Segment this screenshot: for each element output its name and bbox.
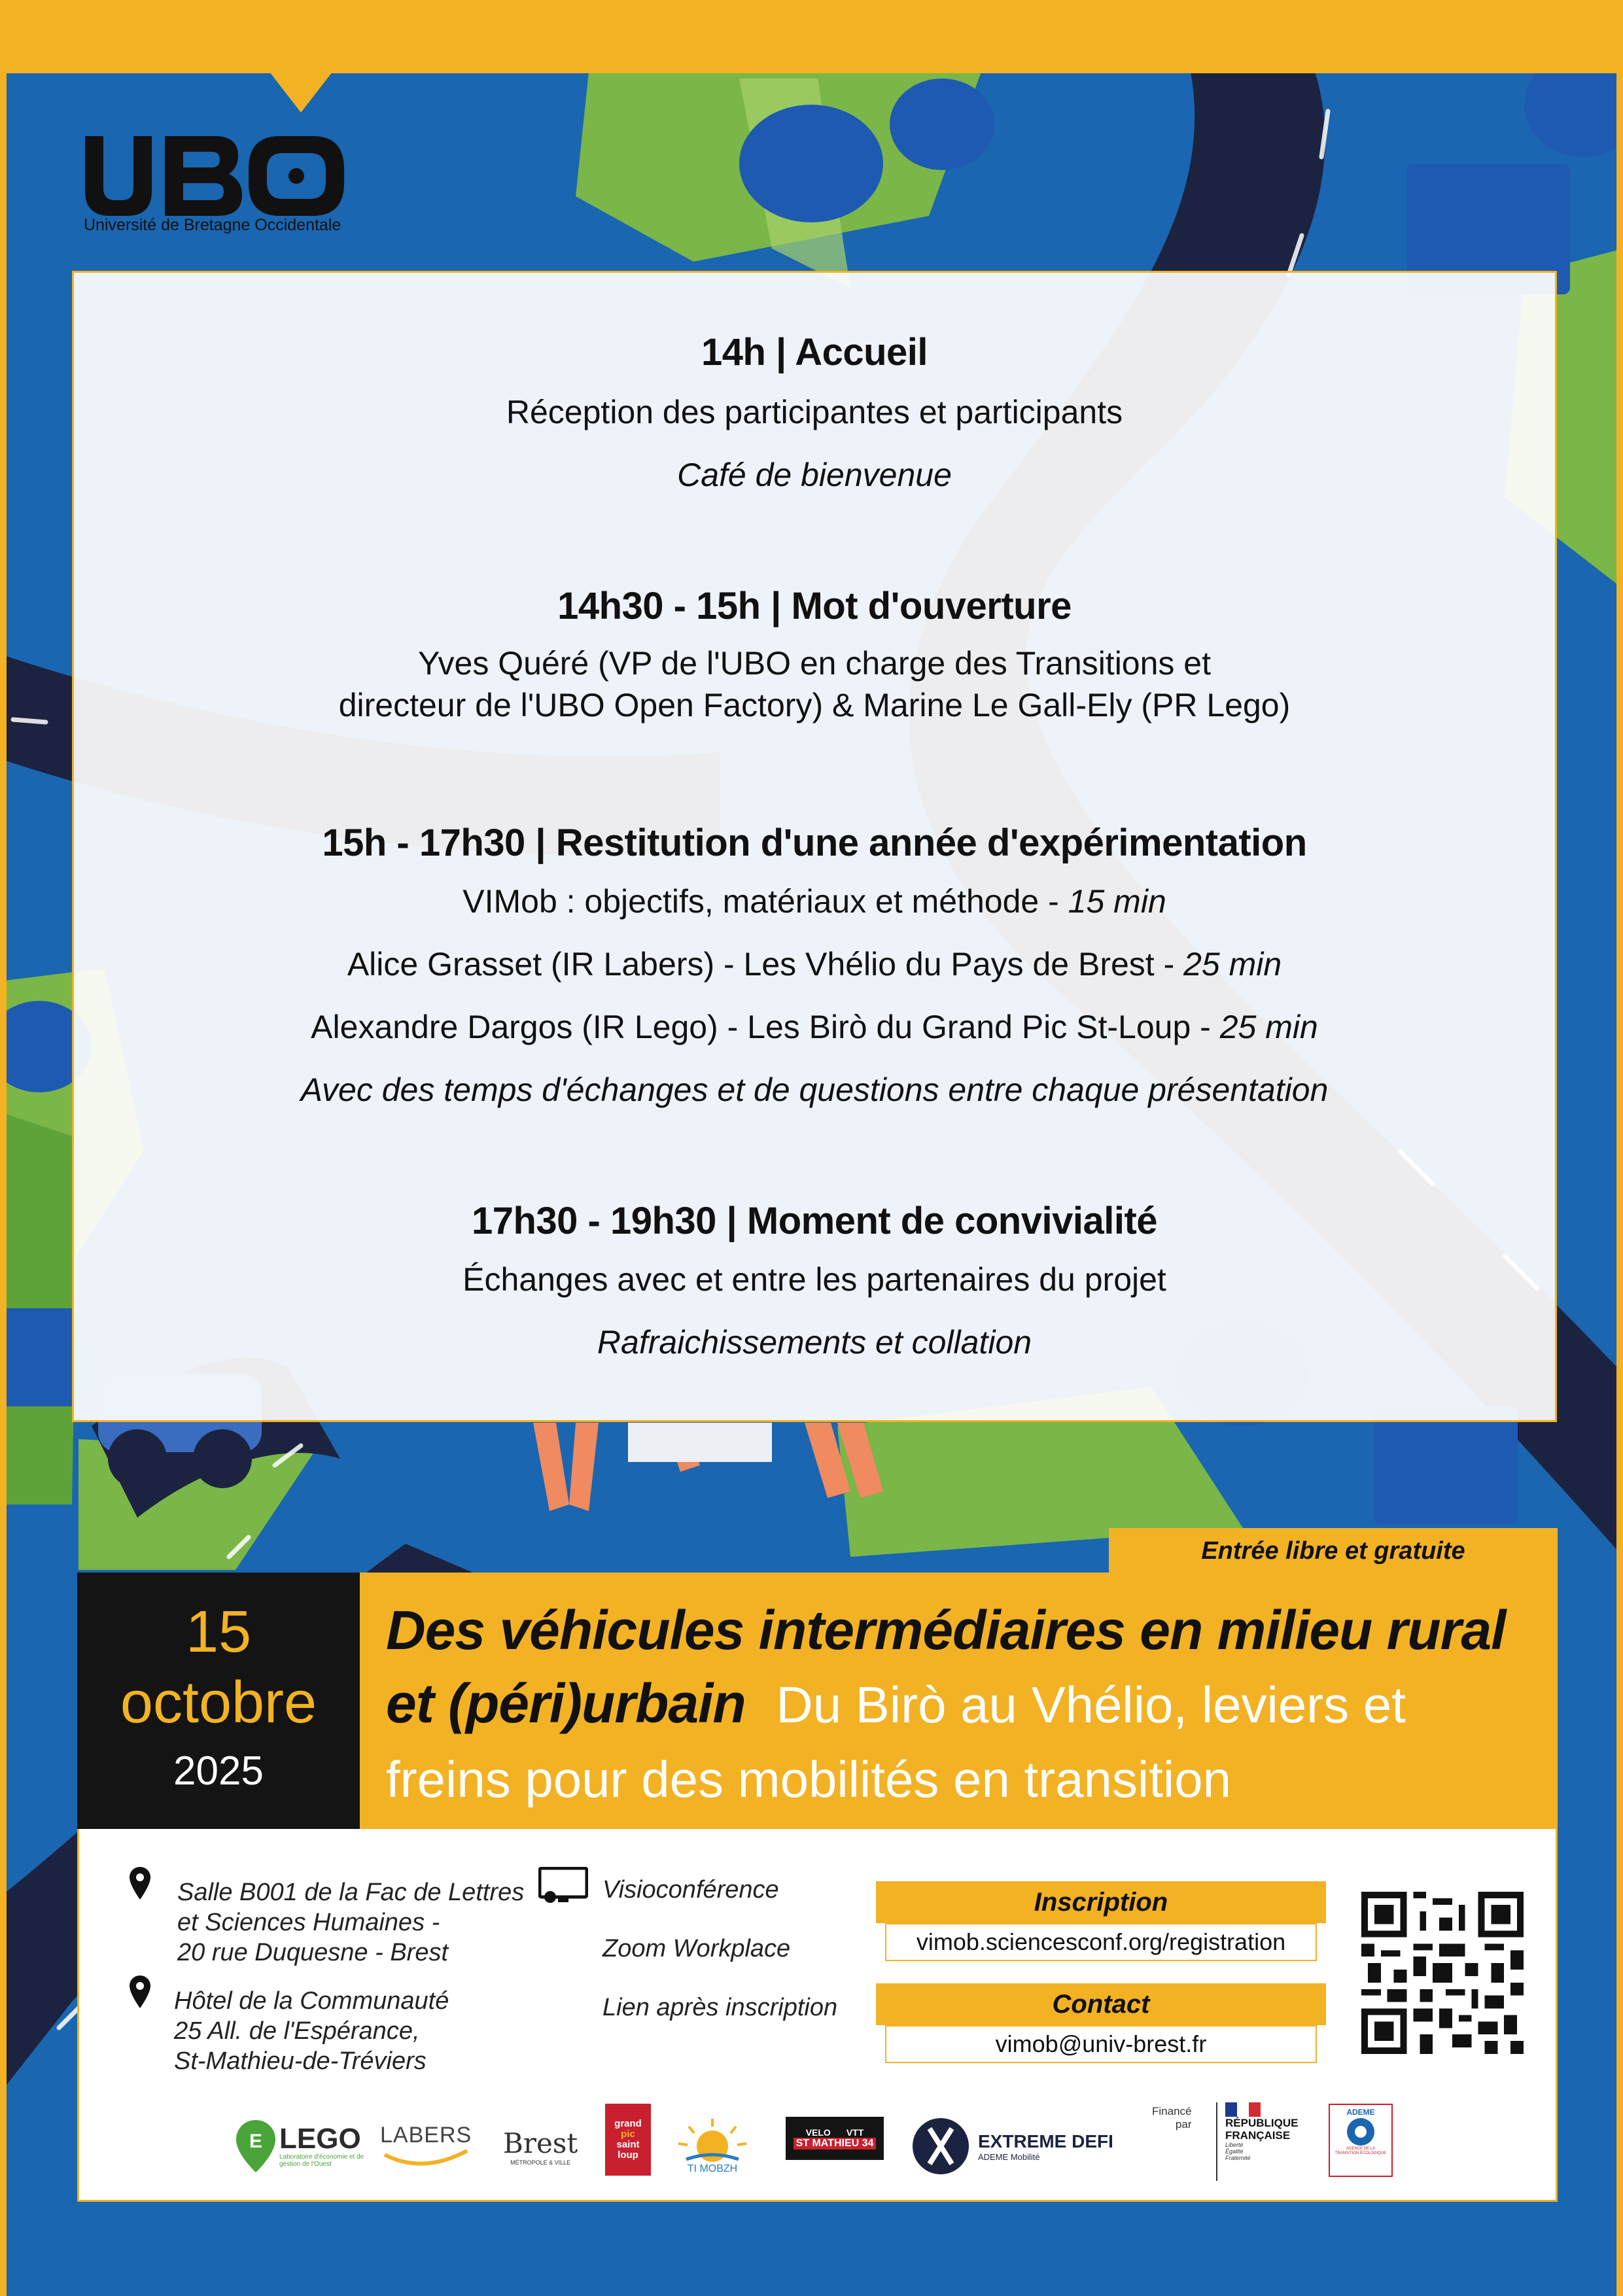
contact-label: Contact	[876, 1983, 1326, 2025]
slot-title: 17h30 - 19h30 | Moment de convivialité	[471, 1200, 1158, 1242]
slot-line: Café de bienvenue	[677, 457, 952, 493]
monitor-icon	[538, 1867, 588, 1906]
slot-title: 14h | Accueil	[701, 331, 928, 374]
velo-top-row	[806, 2127, 864, 2138]
gpsl-word: saint	[616, 2139, 640, 2150]
partner-labers	[380, 2110, 472, 2182]
talk-duration: 15 min	[1068, 883, 1166, 920]
location-2	[174, 1986, 449, 2076]
program-panel	[72, 271, 1557, 1422]
slot-line	[74, 1006, 1555, 1048]
partner-ademe	[1329, 2104, 1393, 2177]
date-day: 15	[185, 1599, 252, 1665]
slot-line	[74, 880, 1555, 922]
gpsl-word: pic	[621, 2129, 635, 2140]
slot-title: 14h30 - 15h | Mot d'ouverture	[557, 585, 1072, 627]
velo-bottom: ST MATHIEU 34	[794, 2138, 877, 2149]
date-month: octobre	[120, 1670, 317, 1735]
table-piece	[628, 1423, 772, 1462]
contact-email[interactable]: vimob@univ-brest.fr	[885, 2025, 1317, 2063]
partner-grand-pic-saint-loup	[605, 2104, 651, 2176]
gpsl-word: grand	[614, 2118, 642, 2129]
gpsl-word: loup	[618, 2149, 638, 2161]
registration-link[interactable]: vimob.sciencesconf.org/registration	[885, 1923, 1317, 1961]
visio-line: Lien après inscription	[602, 1994, 838, 2021]
extreme-defi-name: EXTREME DEFI	[978, 2131, 1113, 2151]
visio-line: Visioconférence	[602, 1876, 779, 1904]
address-line: St-Mathieu-de-Tréviers	[174, 2047, 427, 2075]
devise-word: Égalité	[1225, 2148, 1244, 2155]
lego-sub: Laboratoire d'économie et de gestion de l'Ouest	[279, 2153, 364, 2168]
title-line-2: et (péri)urbain	[386, 1673, 746, 1734]
slot-line	[74, 943, 1555, 985]
talk-duration: 25 min	[1219, 1009, 1318, 1045]
slot-line: Échanges avec et entre les partenaires du projet	[462, 1261, 1166, 1298]
info-panel	[77, 1829, 1558, 2202]
slot-line: Yves Quéré (VP de l'UBO en charge des Transitions et	[417, 645, 1212, 682]
date-year: 2025	[173, 1748, 264, 1794]
lego-name: LEGO	[279, 2123, 361, 2155]
date-box	[77, 1573, 360, 1829]
title-line-1: Des véhicules intermédiaires en milieu rural	[386, 1599, 1506, 1661]
frame-right	[1616, 0, 1623, 2296]
ti-mobzh-name: TI MOBZH	[687, 2163, 738, 2174]
program-slot-convivialite	[74, 1199, 1555, 1363]
lego-text	[279, 2125, 377, 2168]
funded-word: Financé	[1152, 2105, 1192, 2117]
funded-by	[1152, 2105, 1191, 2144]
free-entry-tag: Entrée libre et gratuite	[1109, 1528, 1558, 1573]
republique-word: FRANÇAISE	[1225, 2129, 1291, 2142]
partner-velo-vtt	[786, 2117, 884, 2160]
program-slot-accueil	[74, 330, 1555, 496]
ademe-globe-icon	[1346, 2117, 1376, 2147]
address-line: 20 rue Duquesne - Brest	[177, 1939, 449, 1966]
labers-swoosh	[383, 2148, 468, 2170]
talk-text: Alice Grasset (IR Labers) - Les Vhélio du Pays de Brest -	[347, 946, 1184, 983]
extreme-defi-text	[978, 2131, 1113, 2162]
qr-code[interactable]	[1361, 1892, 1524, 2054]
slot-line: Rafraichissements et collation	[597, 1324, 1032, 1361]
visio-line: Zoom Workplace	[602, 1935, 791, 1962]
location-1	[177, 1877, 524, 1968]
program-slot-restitution	[74, 821, 1555, 1111]
ademe-sub: AGENCE DE LA TRANSITION ÉCOLOGIQUE	[1335, 2147, 1387, 2155]
funded-word: par	[1175, 2118, 1192, 2131]
svg-text:E: E	[249, 2131, 263, 2152]
top-band	[0, 0, 1623, 73]
partner-lego	[236, 2110, 377, 2182]
vtt-word: VTT	[846, 2127, 864, 2138]
devise-word: Fraternité	[1225, 2155, 1251, 2161]
velo-word: VELO	[805, 2127, 831, 2138]
sun-icon	[673, 2117, 752, 2163]
address-line: et Sciences Humaines -	[177, 1909, 440, 1936]
talk-text: VIMob : objectifs, matériaux et méthode -	[462, 883, 1068, 920]
address-line: Salle B001 de la Fac de Lettres	[177, 1879, 525, 1906]
republique-word: RÉPUBLIQUE	[1225, 2117, 1299, 2129]
brest-sub: MÉTROPOLE & VILLE	[510, 2159, 571, 2166]
address-line: Hôtel de la Communauté	[174, 1987, 449, 2015]
frame-left	[0, 0, 7, 2296]
subtitle-part-2: freins pour des mobilités en transition	[386, 1750, 1231, 1808]
address-line: 25 All. de l'Espérance,	[174, 2017, 420, 2045]
event-title	[386, 1593, 1550, 1816]
top-band-notch	[270, 72, 332, 113]
extreme-defi-icon	[911, 2117, 970, 2176]
map-pin-icon	[129, 1867, 151, 1900]
partner-republique-francaise	[1216, 2102, 1298, 2181]
extreme-defi-sub: ADEME Mobilité	[978, 2151, 1040, 2162]
ademe-name: ADEME	[1346, 2108, 1375, 2117]
map-pin-icon	[129, 1975, 151, 2008]
marianne-flag-icon	[1225, 2102, 1261, 2117]
event-title-box	[360, 1573, 1558, 1829]
subtitle-part-1: Du Birò au Vhélio, leviers et	[776, 1676, 1406, 1733]
partner-ti-mobzh	[673, 2110, 752, 2182]
talk-text: Alexandre Dargos (IR Lego) - Les Birò du Grand Pic St-Loup -	[311, 1009, 1220, 1045]
talk-duration: 25 min	[1183, 946, 1282, 983]
slot-title: 15h - 17h30 | Restitution d'une année d'expérimentation	[322, 822, 1307, 864]
slot-line: Réception des participantes et participants	[506, 394, 1123, 430]
lego-pin-icon	[236, 2120, 275, 2172]
registration-label: Inscription	[876, 1881, 1326, 1923]
devise-word: Liberté	[1225, 2142, 1244, 2148]
brest-name: Brest	[503, 2127, 578, 2159]
labers-name: LABERS	[380, 2122, 472, 2148]
program-slot-ouverture	[74, 584, 1555, 726]
slot-line: Avec des temps d'échanges et de questions entre chaque présentation	[300, 1071, 1329, 1108]
partner-extreme-defi	[911, 2110, 1113, 2182]
slot-line: directeur de l'UBO Open Factory) & Marine Le Gall-Ely (PR Lego)	[338, 687, 1291, 723]
university-name: Université de Bretagne Occidentale	[84, 216, 341, 234]
partner-brest	[503, 2110, 578, 2182]
